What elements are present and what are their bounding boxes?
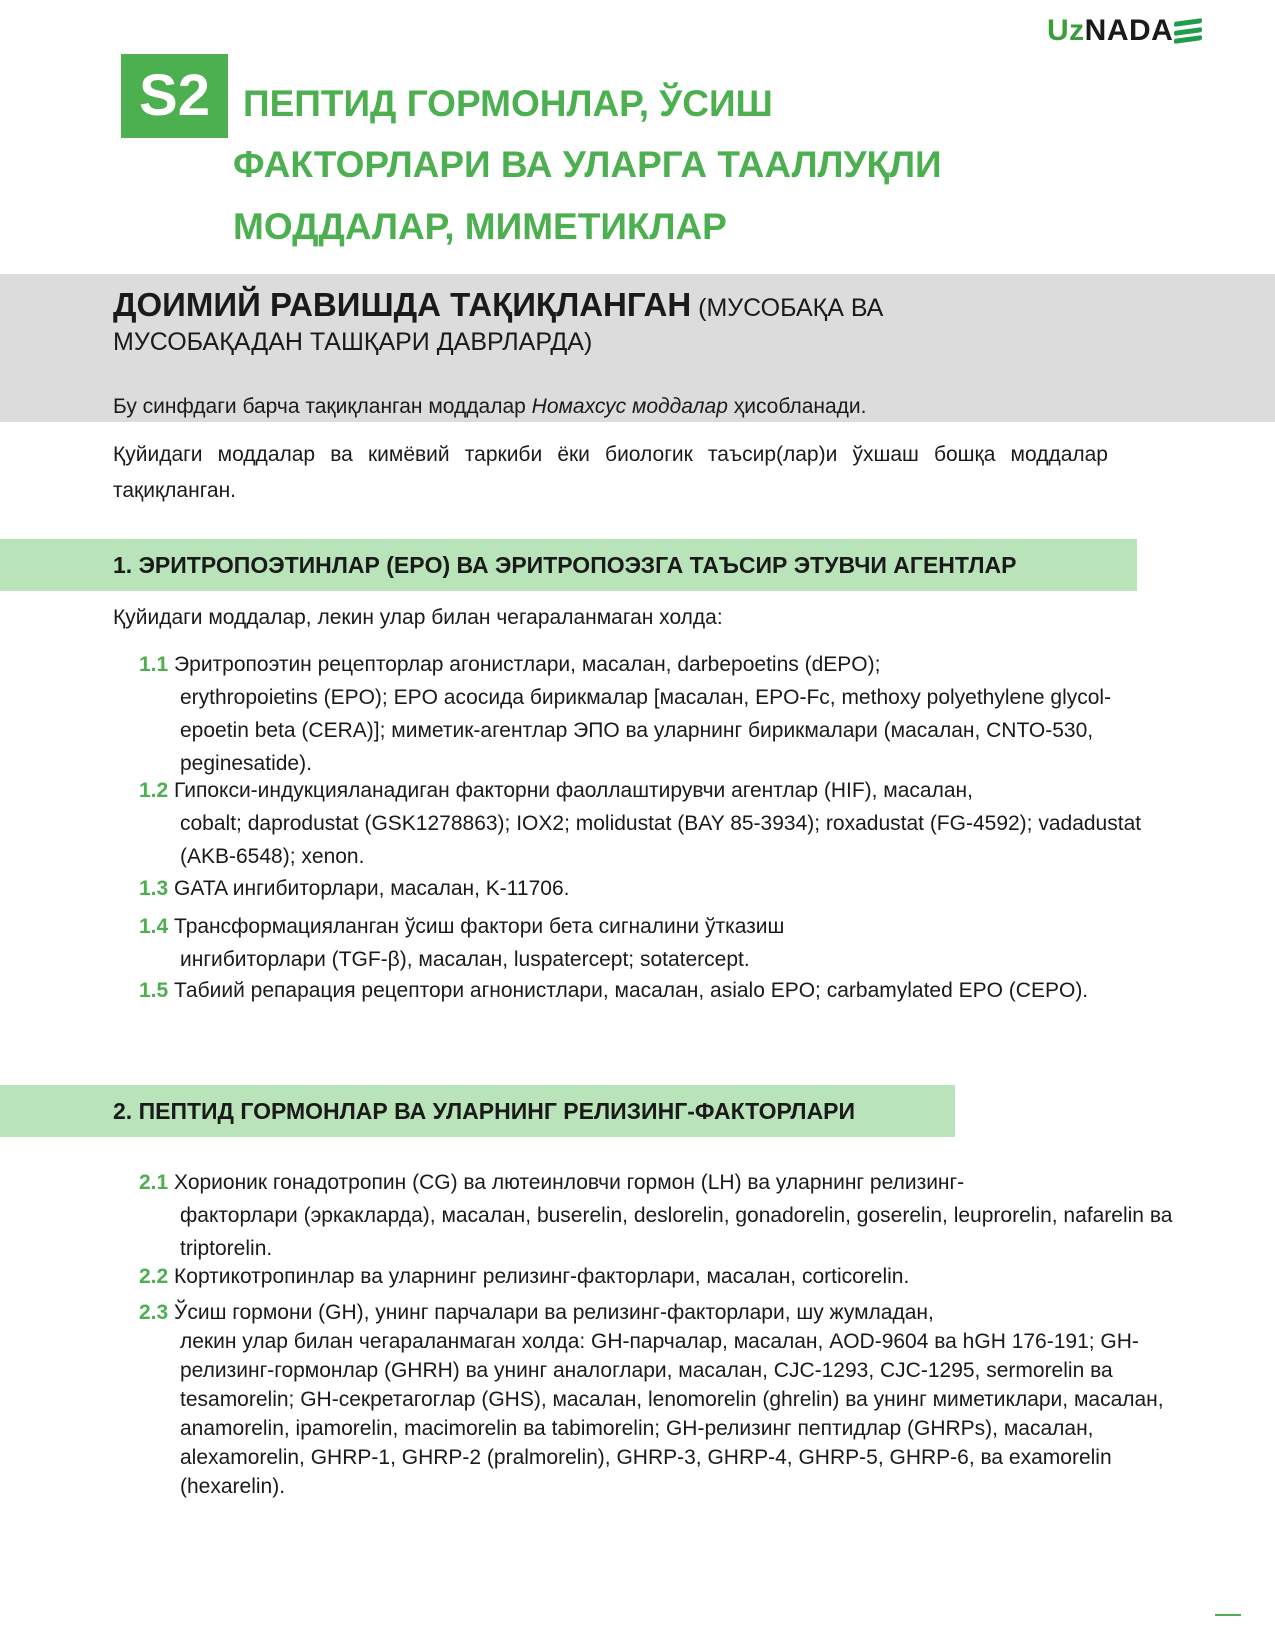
item-text: Ўсиш гормони (GH), унинг парчалари ва релизинг-факторлари, шу жумладан, bbox=[174, 1301, 934, 1324]
list-item bbox=[139, 774, 1174, 873]
list-item bbox=[139, 910, 1174, 976]
item-text: Хорионик гонадотропин (CG) ва лютеинловчи гормон (LH) ва уларнинг релизинг- bbox=[174, 1171, 965, 1194]
section-1-lead: Қуйидаги моддалар, лекин улар билан чегараланмаган холда: bbox=[113, 606, 723, 629]
status-note-post: ҳисобланади. bbox=[727, 395, 867, 418]
item-text: Эритропоэтин рецепторлар агонистлари, масалан, darbepoetins (dEPO); bbox=[174, 653, 881, 676]
footer-rule bbox=[1215, 1614, 1241, 1616]
status-note bbox=[113, 393, 866, 421]
flag-icon bbox=[1174, 20, 1202, 42]
section-2-title: 2. ПЕПТИД ГОРМОНЛАР ВА УЛАРНИНГ РЕЛИЗИНГ-ФАКТОРЛАРИ bbox=[113, 1098, 856, 1124]
item-text-cont: факторлари (эркакларда), масалан, buserelin, deslorelin, gonadorelin, goserelin, leuprorelin, nafarelin ва triptorelin. bbox=[180, 1204, 1173, 1260]
intro-paragraph: Қуйидаги моддалар ва кимёвий таркиби ёки биологик таъсир(лар)и ўхшаш бошқа моддалар тақиқланган. bbox=[113, 443, 1108, 502]
item-number: 2.2 bbox=[139, 1265, 169, 1288]
item-number: 2.3 bbox=[139, 1301, 169, 1324]
list-item bbox=[139, 1260, 1174, 1293]
uznada-logo bbox=[1047, 14, 1202, 48]
list-item bbox=[139, 1298, 1174, 1501]
list-item bbox=[139, 872, 1174, 905]
item-text: Табиий репарация рецептори агнонистлари, масалан, asialo EPO; carbamylated EPO (CEPO). bbox=[174, 979, 1089, 1002]
item-number: 1.3 bbox=[139, 877, 169, 900]
item-text-cont: ингибиторлари (TGF-β), масалан, luspatercept; sotatercept. bbox=[180, 948, 750, 971]
logo-text bbox=[1047, 14, 1173, 48]
item-text: GATA ингибиторлари, масалан, K-11706. bbox=[174, 877, 570, 900]
item-number: 1.4 bbox=[139, 915, 169, 938]
status-note-pre: Бу синфдаги барча тақиқланган моддалар bbox=[113, 395, 532, 418]
page-title bbox=[243, 82, 1143, 126]
section-badge: S2 bbox=[121, 54, 228, 138]
list-item bbox=[139, 648, 1174, 780]
item-text: Гипокси-индукцияланадиган факторни фаоллаштирувчи агентлар (HIF), масалан, bbox=[174, 779, 973, 802]
item-text-cont: erythropoietins (EPO); EPO асосида бирикмалар [масалан, EPO-Fc, methoxy polyethylene glycol-epoetin beta (CERA)]; миметик-агентлар ЭПО ва уларнинг бирикмалари (масалан, CNTO-530, peginesatide). bbox=[180, 686, 1112, 775]
status-heading-bold: ДОИМИЙ РАВИШДА ТАҚИҚЛАНГАН bbox=[113, 286, 692, 323]
item-number: 1.1 bbox=[139, 653, 169, 676]
title-line-3: МОДДАЛАР, МИМЕТИКЛАР bbox=[233, 206, 727, 247]
item-text: Трансформацияланган ўсиш фактори бета сигналини ўтказиш bbox=[174, 915, 785, 938]
logo-nada: NADA bbox=[1084, 14, 1174, 47]
title-line-1: ПЕПТИД ГОРМОНЛАР, ЎСИШ bbox=[243, 83, 773, 124]
list-item bbox=[139, 976, 1139, 1006]
item-number: 2.1 bbox=[139, 1171, 169, 1194]
list-item bbox=[139, 1166, 1174, 1265]
item-text-cont: cobalt; daprodustat (GSK1278863); IOX2; molidustat (BAY 85-3934); roxadustat (FG-4592); vadadustat (AKB-6548); xenon. bbox=[180, 812, 1142, 868]
title-line-2: ФАКТОРЛАРИ ВА УЛАРГА ТААЛЛУҚЛИ bbox=[233, 144, 942, 185]
status-heading bbox=[113, 288, 1153, 359]
section-1-title: 1. ЭРИТРОПОЭТИНЛАР (EPO) ВА ЭРИТРОПОЭЗГА ТАЪСИР ЭТУВЧИ АГЕНТЛАР bbox=[113, 552, 1017, 578]
logo-uz: Uz bbox=[1047, 14, 1085, 47]
status-heading-rest-1: (МУСОБАҚА ВА bbox=[691, 294, 884, 322]
page-title-cont bbox=[233, 134, 1133, 258]
status-note-italic: Номахсус моддалар bbox=[531, 395, 728, 418]
item-number: 1.5 bbox=[139, 979, 169, 1002]
item-number: 1.2 bbox=[139, 779, 169, 802]
item-text: Кортикотропинлар ва уларнинг релизинг-факторлари, масалан, corticorelin. bbox=[174, 1265, 910, 1288]
item-text-cont: лекин улар билан чегараланмаган холда: GH-парчалар, масалан, AOD-9604 ва hGH 176-191; GH-релизинг-гормонлар (GHRH) ва унинг аналоглари, масалан, CJC-1293, CJC-1295, sermorelin ва tesamorelin; GH-секретагоглар (GHS), масалан, lenomorelin (ghrelin) ва унинг миметиклари, масалан, anamorelin, ipamorelin, macimorelin ва tabimorelin; GH-релизинг пептидлар (GHRPs), масалан, alexamorelin, GHRP-1, GHRP-2 (pralmorelin), GHRP-3, GHRP-4, GHRP-5, GHRP-6, ва examorelin (hexarelin). bbox=[180, 1330, 1164, 1498]
status-heading-rest-2: МУСОБАҚАДАН ТАШҚАРИ ДАВРЛАРДА) bbox=[113, 328, 593, 356]
